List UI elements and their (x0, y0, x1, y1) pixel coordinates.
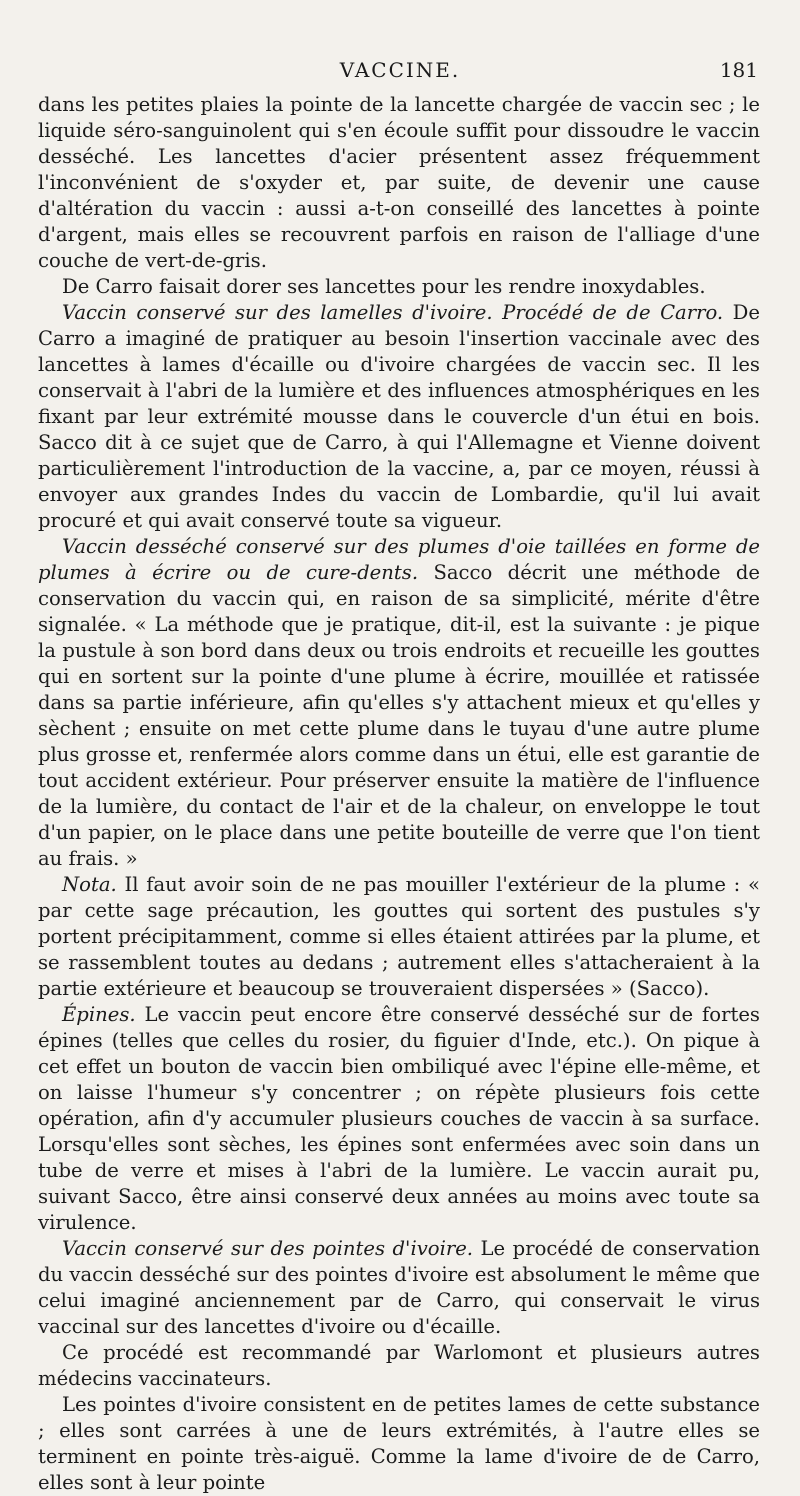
paragraph-4 (38, 534, 760, 872)
paragraph-3 (38, 300, 760, 534)
paragraph-1 (38, 92, 760, 274)
paragraph-6-heading: Épines. (62, 1003, 136, 1026)
paragraph-6 (38, 1002, 760, 1236)
paragraph-6-text: Le vaccin peut encore être conservé desséché sur de fortes épines (telles que celles du rosier, du figuier d'Inde, etc.). On pique à cet effet un bouton de vaccin bien ombiliqué avec l'épine elle-même, et on laisse l'humeur s'y concentrer ; on répète plusieurs fois cette opération, afin d'y accumuler plusieurs couches de vaccin à sa surface. Lorsqu'elles sont sèches, les épines sont enfermées avec soin dans un tube de verre et mises à l'abri de la lumière. Le vaccin aurait pu, suivant Sacco, être ainsi conservé deux années au moins avec toute sa virulence. (38, 1003, 760, 1234)
paragraph-9 (38, 1392, 760, 1496)
page-number: 181 (719, 58, 758, 82)
paragraph-2-text: De Carro faisait dorer ses lancettes pour les rendre inoxydables. (62, 275, 706, 298)
paragraph-3-heading: Vaccin conservé sur des lamelles d'ivoire. Procédé de de Carro. (62, 301, 724, 324)
paragraph-3-text: De Carro a imaginé de pratiquer au besoin l'insertion vaccinale avec des lancettes à lames d'écaille ou d'ivoire chargées de vaccin sec. Il les conservait à l'abri de la lumière et des influences atmosphériques en les fixant par leur extrémité mousse dans le couvercle d'un étui en bois. Sacco dit à ce sujet que de Carro, à qui l'Allemagne et Vienne doivent particulièrement l'introduction de la vaccine, a, par ce moyen, réussi à envoyer aux grandes Indes du vaccin de Lombardie, qu'il lui avait procuré et qui avait conservé toute sa vigueur. (38, 301, 760, 532)
paragraph-4-heading: Vaccin desséché conservé sur des plumes d'oie taillées en forme de plumes à écrire ou de cure-dents. (38, 535, 760, 584)
paragraph-5-text: Il faut avoir soin de ne pas mouiller l'extérieur de la plume : « par cette sage précaution, les gouttes qui sortent des pustules s'y portent précipitamment, comme si elles étaient attirées par la plume, et se rassemblent toutes au dedans ; autrement elles s'attacheraient à la partie extérieure et beaucoup se trouveraient dispersées » (Sacco). (38, 873, 760, 1000)
paragraph-2 (38, 274, 760, 300)
paragraph-8 (38, 1340, 760, 1392)
body-text (38, 92, 760, 1496)
running-title: VACCINE. (339, 58, 461, 82)
paragraph-5-heading: Nota. (62, 873, 117, 896)
paragraph-7-heading: Vaccin conservé sur des pointes d'ivoire. (62, 1237, 474, 1260)
paragraph-1-text: dans les petites plaies la pointe de la lancette chargée de vaccin sec ; le liquide séro-sanguinolent qui s'en écoule suffit pour dissoudre le vaccin desséché. Les lancettes d'acier présentent assez fréquemment l'inconvénient de s'oxyder et, par suite, de devenir une cause d'altération du vaccin : aussi a-t-on conseillé des lancettes à pointe d'argent, mais elles se recouvrent parfois en raison de l'alliage d'une couche de vert-de-gris. (38, 93, 760, 272)
paragraph-4-text: Sacco décrit une méthode de conservation du vaccin qui, en raison de sa simplicité, mérite d'être signalée. « La méthode que je pratique, dit-il, est la suivante : je pique la pustule à son bord dans deux ou trois endroits et recueille les gouttes qui en sortent sur la pointe d'une plume à écrire, mouillée et ratissée dans sa partie inférieure, afin qu'elles s'y attachent mieux et qu'elles y sèchent ; ensuite on met cette plume dans le tuyau d'une autre plume plus grosse et, renfermée alors comme dans un étui, elle est garantie de tout accident extérieur. Pour préserver ensuite la matière de l'influence de la lumière, du contact de l'air et de la chaleur, on enveloppe le tout d'un papier, on le place dans une petite bouteille de verre que l'on tient au frais. » (38, 561, 761, 870)
running-header (40, 58, 760, 88)
paragraph-7 (38, 1236, 760, 1340)
paragraph-5 (38, 872, 760, 1002)
paragraph-8-text: Ce procédé est recommandé par Warlomont et plusieurs autres médecins vaccinateurs. (38, 1341, 760, 1390)
paragraph-9-text: Les pointes d'ivoire consistent en de petites lames de cette substance ; elles sont carrées à une de leurs extrémités, à l'autre elles se terminent en pointe très-aiguë. Comme la lame d'ivoire de de Carro, elles sont à leur pointe (38, 1393, 760, 1494)
paragraph-7-text: Le procédé de conservation du vaccin desséché sur des pointes d'ivoire est absolument le même que celui imaginé anciennement par de Carro, qui conservait le virus vaccinal sur des lancettes d'ivoire ou d'écaille. (38, 1237, 760, 1338)
